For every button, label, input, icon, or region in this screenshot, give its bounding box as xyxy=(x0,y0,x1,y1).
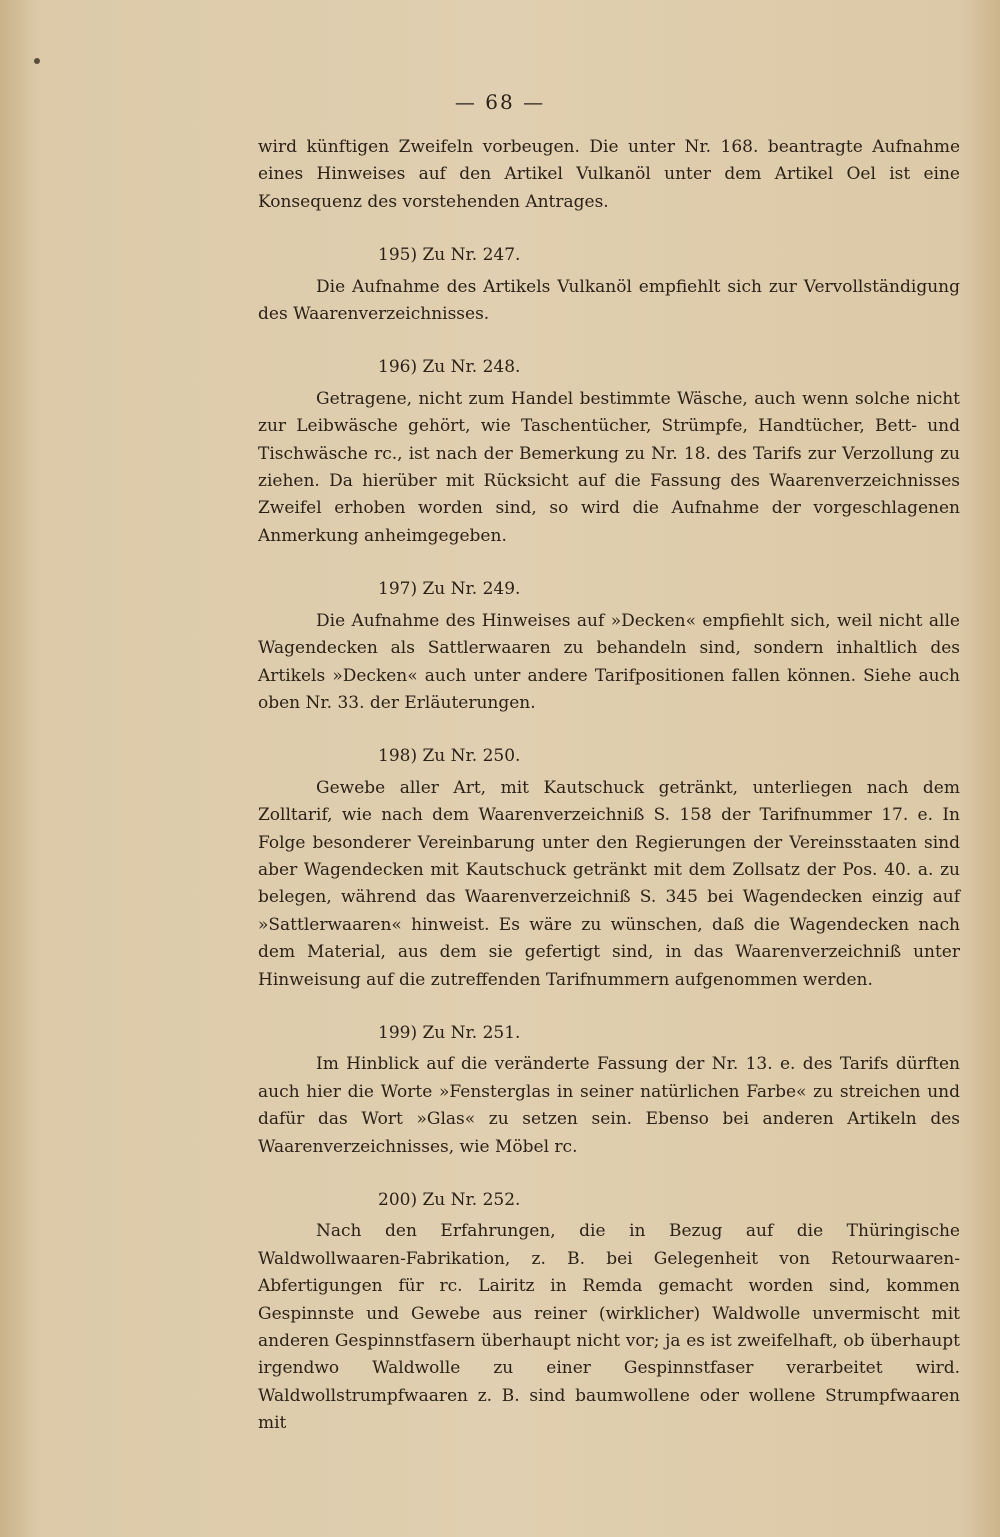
ink-speck xyxy=(34,58,40,64)
page-body xyxy=(258,134,960,1438)
intro-paragraph: wird künftigen Zweifeln vorbeugen. Die unter Nr. 168. beantragte Aufnahme eines Hinweises auf den Artikel Vulkanöl unter dem Artikel Oel ist eine Konsequenz des vorstehenden Antrages. xyxy=(258,137,960,212)
section-heading: 195) Zu Nr. 247. xyxy=(378,245,521,266)
section-paragraph: Im Hinblick auf die veränderte Fassung der Nr. 13. e. des Tarifs dürften auch hier die Worte »Fensterglas in seiner natürlichen Farbe« zu streichen und dafür das Wort »Glas« zu setzen sein. Ebenso bei anderen Artikeln des Waarenverzeichnisses, wie Möbel rc. xyxy=(258,1054,960,1157)
section-heading: 198) Zu Nr. 250. xyxy=(378,746,521,767)
section-heading: 199) Zu Nr. 251. xyxy=(378,1022,521,1043)
page-number: — 68 — xyxy=(454,90,546,114)
section-paragraph: Gewebe aller Art, mit Kautschuck getränkt, unterliegen nach dem Zolltarif, wie nach dem Waarenverzeichniß S. 158 der Tarifnummer 17. e. In Folge besonderer Vereinbarung unter den Regierungen der Vereinsstaaten sind aber Wagendecken mit Kautschuck getränkt mit dem Zollsatz der Pos. 40. a. zu belegen, während das Waarenverzeichniß S. 345 bei Wagendecken einzig auf »Sattlerwaaren« hinweist. Es wäre zu wünschen, daß die Wagendecken nach dem Material, aus dem sie gefertigt sind, in das Waarenverzeichniß unter Hinweisung auf die zutreffenden Tarifnummern aufgenommen werden. xyxy=(258,777,960,990)
section-paragraph: Getragene, nicht zum Handel bestimmte Wäsche, auch wenn solche nicht zur Leibwäsche gehört, wie Taschentücher, Strümpfe, Handtücher, Bett- und Tischwäsche rc., ist nach der Bemerkung zu Nr. 18. des Tarifs zur Verzollung zu ziehen. Da hierüber mit Rücksicht auf die Fassung des Waarenverzeichnisses Zweifel erhoben worden sind, so wird die Aufnahme der vorgeschlagenen Anmerkung anheimgegeben. xyxy=(258,388,960,546)
section-heading: 200) Zu Nr. 252. xyxy=(378,1190,521,1210)
section-paragraph: Die Aufnahme des Hinweises auf »Decken« empfiehlt sich, weil nicht alle Wagendecken als Sattlerwaaren zu behandeln sind, sondern inhaltlich des Artikels »Decken« auch unter andere Tarifpositionen fallen können. Siehe auch oben Nr. 33. der Erläuterungen. xyxy=(258,610,960,713)
section-paragraph: Die Aufnahme des Artikels Vulkanöl empfiehlt sich zur Vervollständigung des Waarenverzeichnisses. xyxy=(258,276,960,325)
section-heading: 197) Zu Nr. 249. xyxy=(378,579,521,600)
section-heading: 196) Zu Nr. 248. xyxy=(378,357,521,378)
section-paragraph: Nach den Erfahrungen, die in Bezug auf die Thüringische Waldwollwaaren-Fabrikation, z. B. bei Gelegenheit von Retourwaaren-Abfertigungen für rc. Lairitz in Remda gemacht worden sind, kommen Gespinnste und Gewebe aus reiner (wirklicher) Waldwolle unvermischt mit anderen Gespinnstfasern überhaupt nicht vor; ja es ist zweifelhaft, ob überhaupt irgendwo Waldwolle zu einer Gespinnstfaser verarbeitet wird. Waldwollstrumpfwaaren z. B. sind baumwollene oder wollene Strumpfwaaren mit xyxy=(258,1221,960,1434)
